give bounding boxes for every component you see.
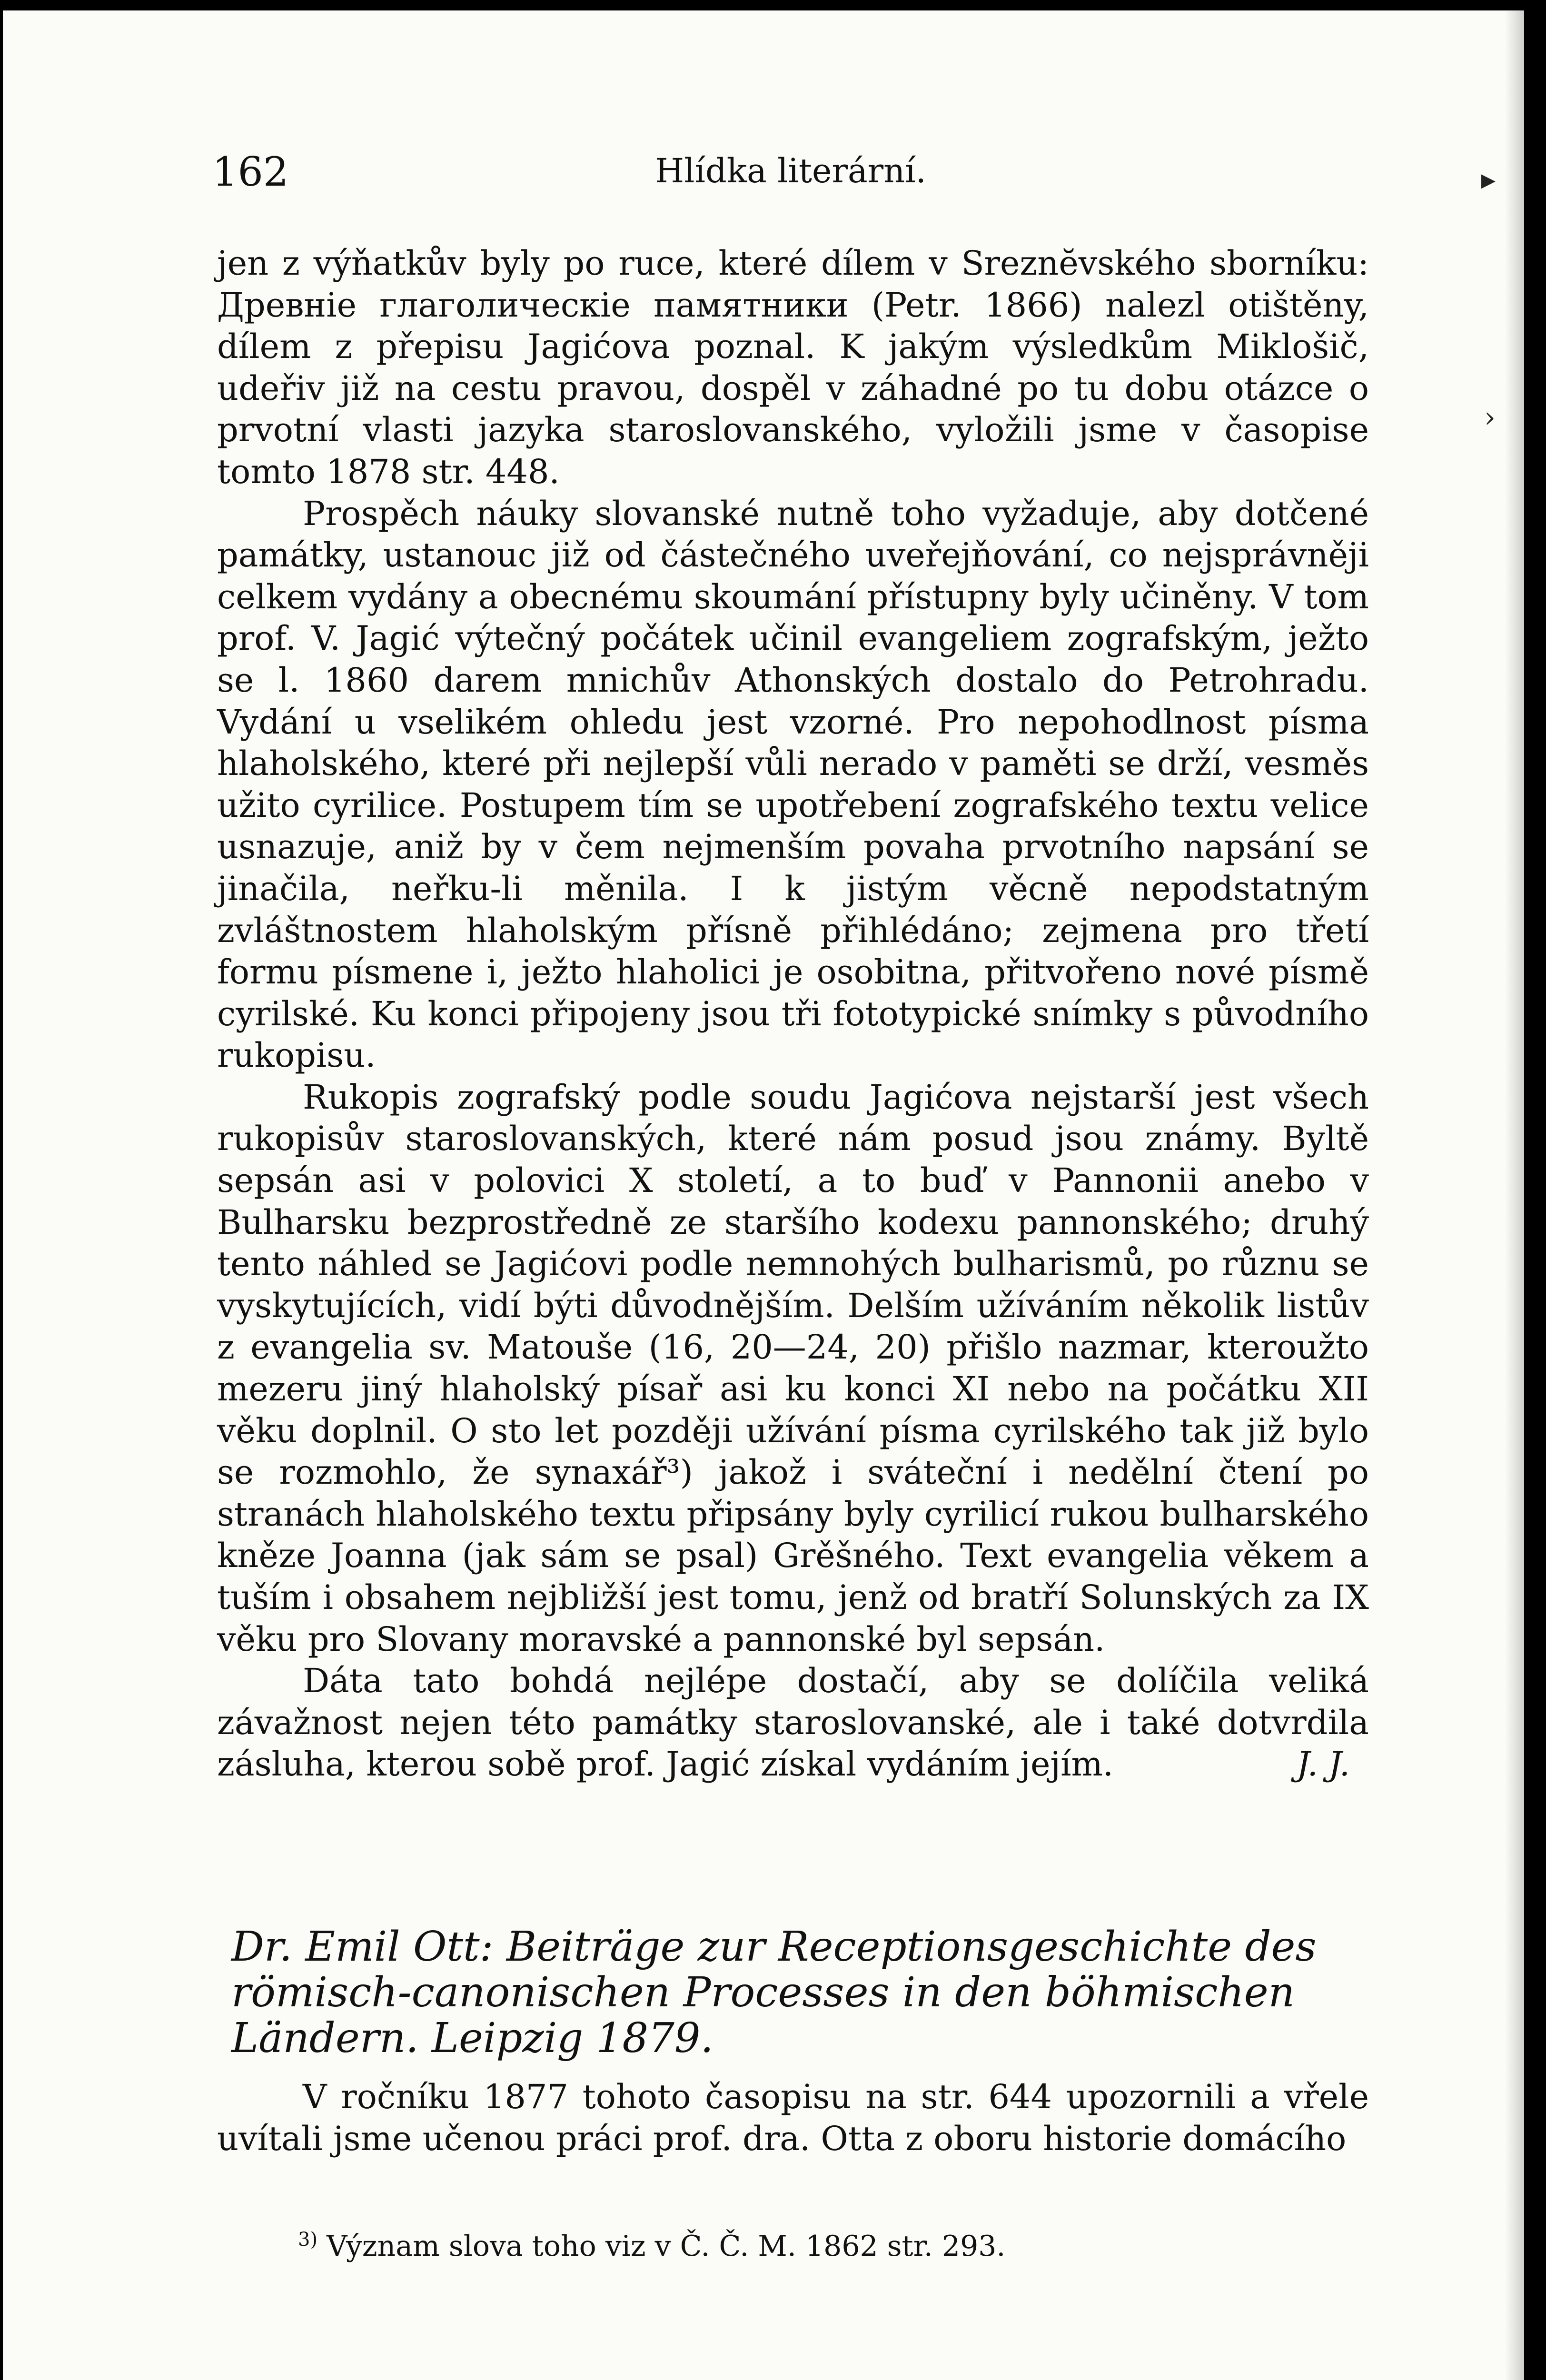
review-paragraph: V ročníku 1877 tohoto časopisu na str. 644 upozornili a vřele uvítali jsme učenou práci prof. dra. Otta z oboru historie domácího xyxy=(217,2077,1369,2158)
review-heading: Dr. Emil Ott: Beiträge zur Receptionsgeschichte des römisch-canonischen Processes in den böhmischen Ländern. Leipzig 1879. xyxy=(231,1923,1317,2062)
paragraph-2: Prospěch náuky slovanské nutně toho vyžaduje, aby dotčené památky, ustanouc již od částečného uveřejňování, co nejsprávněji celkem vydány a obecnému skoumání přístupny byly učiněny. V tom prof. V. Jagić výtečný počátek učinil evangeliem zografským, ježto se l. 1860 darem mnichův Athonských dostalo do Petrohradu. Vydání u vselikém ohledu jest vzorné. Pro nepohodlnost písma hlaholského, které při nejlepší vůli nerado v paměti se drží, vesměs užito cyrilice. Postupem tím se upotřebení zografského textu velice usnazuje, aniž by v čem nejmenším povaha prvotního napsání se jinačila, neřku-li měnila. I k jistým věcně nepodstatným zvláštnostem hlaholským přísně přihlédáno; zejmena pro třetí formu písmene i, ježto hlaholici je osobitna, přitvořeno nové písmě cyrilské. Ku konci připojeny jsou tři fototypické snímky s původního rukopisu. xyxy=(217,494,1369,1075)
footnote-marker: 3) xyxy=(298,2229,318,2251)
page-edge-shadow xyxy=(1505,10,1524,2380)
article-body xyxy=(217,243,1369,1785)
footnote xyxy=(298,2229,1345,2263)
margin-mark-1: ▸ xyxy=(1481,163,1496,196)
running-title: Hlídka literární. xyxy=(655,151,926,190)
page-number: 162 xyxy=(212,149,289,195)
footnote-text: Význam slova toho viz v Č. Č. M. 1862 str. 293. xyxy=(327,2230,1006,2263)
paragraph-1: jen z výňatkův byly po ruce, které dílem v Sreznĕvského sborníku: Древнiе глаголическiе памятники (Petr. 1866) nalezl otištěny, dílem z přepisu Jagićova poznal. K jakým výsledkům Miklošič, udeřiv již na cestu pravou, dospěl v záhadné po tu dobu otázce o prvotní vlasti jazyka staroslovanského, vyložili jsme v časopise tomto 1878 str. 448. xyxy=(217,244,1369,491)
review-body xyxy=(217,2076,1369,2160)
paragraph-4 xyxy=(217,1660,1369,1785)
scanned-page xyxy=(3,10,1524,2380)
page-header xyxy=(212,149,1369,196)
paragraph-4-text: Dáta tato bohdá nejlépe dostačí, aby se dolíčila veliká závažnost nejen této památky staroslovanské, ale i také dotvrdila zásluha, kterou sobě prof. Jagić získal vydáním jejím. xyxy=(217,1661,1369,1784)
paragraph-3: Rukopis zografský podle soudu Jagićova nejstarší jest všech rukopisův staroslovanských, které nám posud jsou známy. Byltě sepsán asi v polovici X století, a to buď v Pannonii anebo v Bulharsku bezprostředně ze staršího kodexu pannonského; druhý tento náhled se Jagićovi podle nemnohých bulharismů, po různu se vyskytujících, vidí býti důvodnějším. Delším užíváním několik listův z evangelia sv. Matouše (16, 20—24, 20) přišlo nazmar, kteroužto mezeru jiný hlaholský písař asi ku konci XI nebo na počátku XII věku doplnil. O sto let později užívání písma cyrilského tak již bylo se rozmohlo, že synaxář³) jakož i sváteční i nedělní čtení po stranách hlaholského textu připsány byly cyrilicí rukou bulharského kněze Joanna (jak sám se psal) Grěšného. Text evangelia věkem a tuším i obsahem nejbližší jest tomu, jenž od bratří Solunských za IX věku pro Slovany moravské a pannonské byl sepsán. xyxy=(217,1077,1369,1659)
author-signature: J. J. xyxy=(1296,1745,1350,1784)
margin-mark-2: › xyxy=(1484,401,1496,434)
